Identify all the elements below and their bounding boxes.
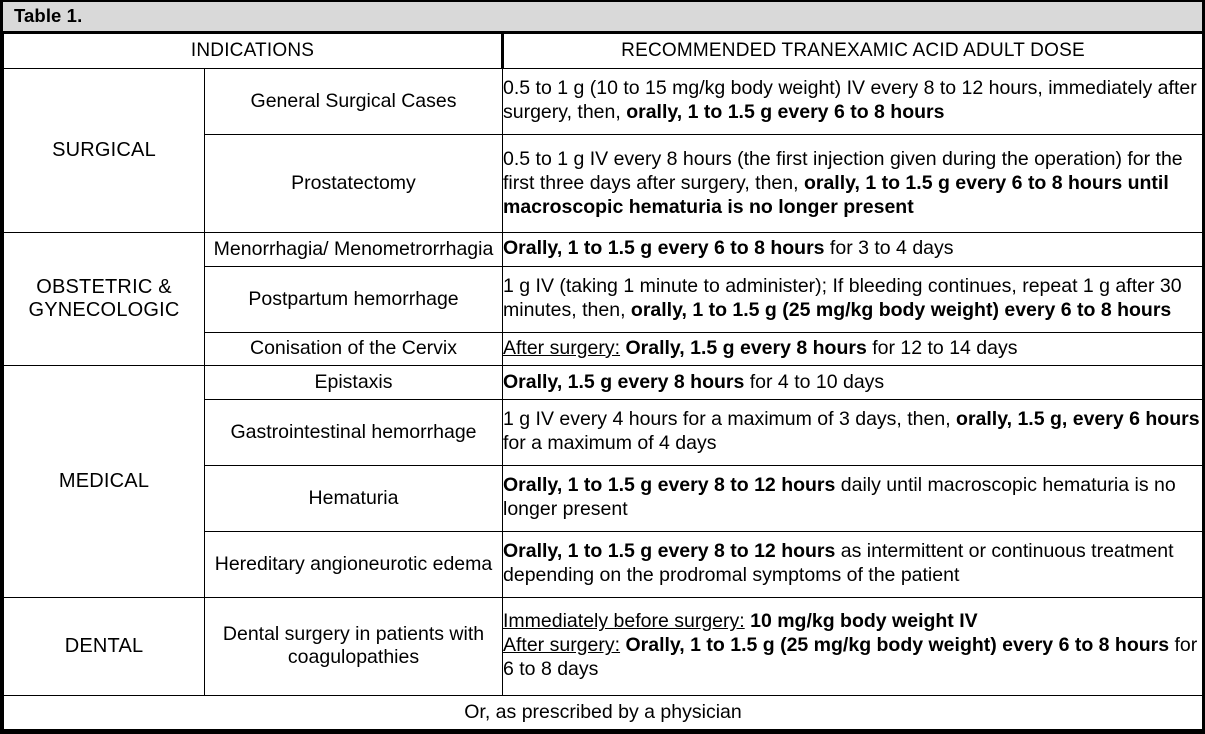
dose-cell-general-surgical-cases: 0.5 to 1 g (10 to 15 mg/kg body weight) IV every 8 to 12 hours, immediately after surgery, then, orally, 1 to 1.5 g every 6 to 8 hours [503,69,1203,135]
table-body [4,69,1203,696]
column-header-dose: RECOMMENDED TRANEXAMIC ACID ADULT DOSE [503,34,1203,69]
indication-cell-epistaxis: Epistaxis [205,366,503,400]
dose-cell-conisation-of-the-cervix: After surgery: Orally, 1.5 g every 8 hours for 12 to 14 days [503,332,1203,366]
table-caption: Table 1. [14,5,83,27]
table-row [4,69,1203,135]
footer-note: Or, as prescribed by a physician [4,696,1203,730]
dose-cell-prostatectomy: 0.5 to 1 g IV every 8 hours (the first injection given during the operation) for the first three days after surgery, then, orally, 1 to 1.5 g every 6 to 8 hours until macroscopic hematuria is no longer present [503,134,1203,232]
indication-cell-menorrhagia-menometrorrhagia: Menorrhagia/ Menometrorrhagia [205,233,503,267]
indication-cell-gastrointestinal-hemorrhage: Gastrointestinal hemorrhage [205,399,503,465]
dose-cell-menorrhagia-menometrorrhagia: Orally, 1 to 1.5 g every 6 to 8 hours for 3 to 4 days [503,233,1203,267]
table-footer [4,696,1203,730]
indication-cell-hereditary-angioneurotic-edema: Hereditary angioneurotic edema [205,531,503,597]
dose-cell-gastrointestinal-hemorrhage: 1 g IV every 4 hours for a maximum of 3 days, then, orally, 1.5 g, every 6 hours for a maximum of 4 days [503,399,1203,465]
category-cell-dental: DENTAL [4,597,205,695]
indication-cell-dental-surgery-in-patients-with-coagulopathies: Dental surgery in patients with coagulopathies [205,597,503,695]
footer-row [4,696,1203,730]
indication-cell-hematuria: Hematuria [205,465,503,531]
dose-cell-epistaxis: Orally, 1.5 g every 8 hours for 4 to 10 days [503,366,1203,400]
table-caption-band [3,2,1202,33]
table-row [4,597,1203,695]
category-cell-obstetric-gynecologic: OBSTETRIC & GYNECOLOGIC [4,233,205,366]
dose-cell-postpartum-hemorrhage: 1 g IV (taking 1 minute to administer); If bleeding continues, repeat 1 g after 30 minutes, then, orally, 1 to 1.5 g (25 mg/kg body weight) every 6 to 8 hours [503,266,1203,332]
indication-cell-general-surgical-cases: General Surgical Cases [205,69,503,135]
category-cell-surgical: SURGICAL [4,69,205,233]
indication-cell-postpartum-hemorrhage: Postpartum hemorrhage [205,266,503,332]
tranexamic-acid-dosing-table [3,33,1203,730]
table-header [4,34,1203,69]
indication-cell-prostatectomy: Prostatectomy [205,134,503,232]
dose-cell-hereditary-angioneurotic-edema: Orally, 1 to 1.5 g every 8 to 12 hours as intermittent or continuous treatment depending on the prodromal symptoms of the patient [503,531,1203,597]
category-cell-medical: MEDICAL [4,366,205,597]
indication-cell-conisation-of-the-cervix: Conisation of the Cervix [205,332,503,366]
dose-cell-dental-surgery-in-patients-with-coagulopathies: Immediately before surgery: 10 mg/kg body weight IV After surgery: Orally, 1 to 1.5 g (25 mg/kg body weight) every 6 to 8 hours for 6 to 8 days [503,597,1203,695]
table-row [4,233,1203,267]
column-header-indications: INDICATIONS [4,34,503,69]
table-row [4,366,1203,400]
header-row [4,34,1203,69]
dose-cell-hematuria: Orally, 1 to 1.5 g every 8 to 12 hours daily until macroscopic hematuria is no longer present [503,465,1203,531]
